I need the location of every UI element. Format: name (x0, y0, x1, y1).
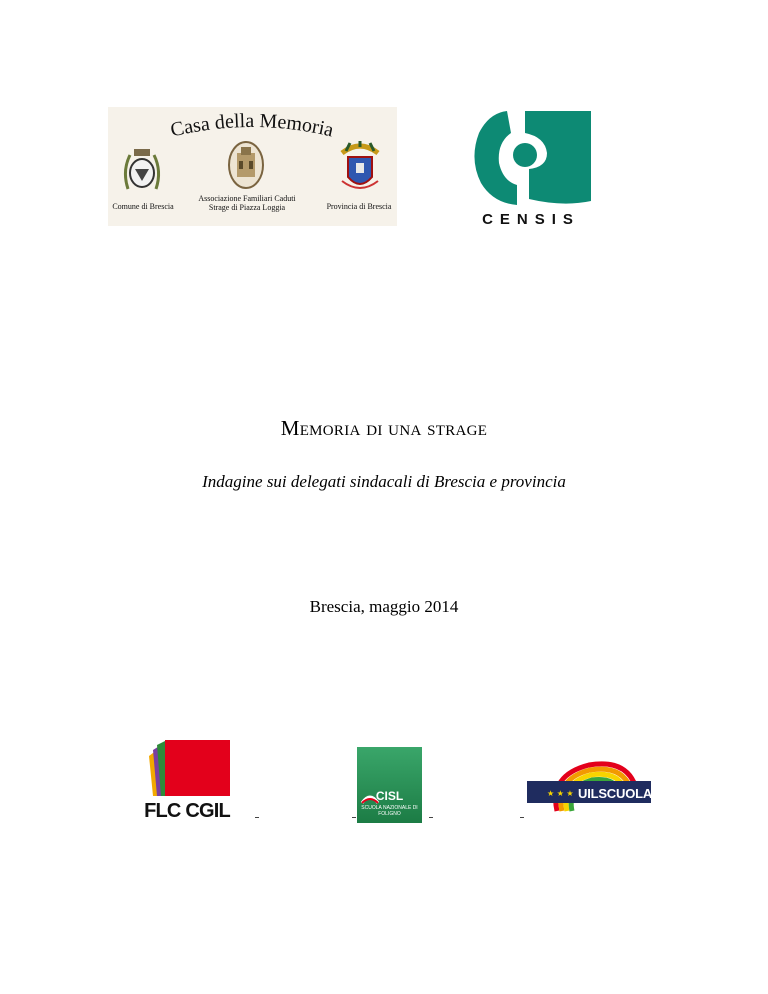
divider-mark (520, 817, 524, 818)
flc-cgil-logo (137, 738, 237, 828)
censis-mark-icon (467, 103, 595, 209)
casa-della-memoria-logo (108, 107, 397, 226)
flc-wordmark: FLC CGIL (144, 800, 230, 822)
cisl-tagline: SCUOLA NAZIONALE DI FOLIGNO (361, 805, 418, 817)
censis-wordmark: CENSIS (482, 211, 580, 228)
provincia-emblem-icon (336, 141, 384, 197)
association-label: Associazione Familiari Caduti Strage di Piazza Loggia (198, 194, 296, 212)
cisl-logo (357, 747, 422, 823)
svg-text:★ ★ ★: ★ ★ ★ (547, 789, 574, 798)
divider-mark (255, 817, 259, 818)
association-emblem-icon (226, 139, 266, 191)
comune-label: Comune di Brescia (112, 202, 174, 211)
comune-emblem-icon (120, 145, 164, 197)
censis-logo (467, 103, 595, 229)
place-date: Brescia, maggio 2014 (309, 597, 459, 616)
provincia-label: Provincia di Brescia (326, 202, 392, 211)
uil-scuola-logo (527, 755, 652, 823)
uil-wordmark: UILSCUOLA (578, 786, 653, 801)
casa-heading: Casa della Memoria (168, 109, 336, 142)
document-subtitle: Indagine sui delegati sindacali di Brescia e provincia (202, 472, 566, 491)
cisl-wordmark: CISL (375, 789, 404, 803)
divider-mark (352, 817, 356, 818)
divider-mark (429, 817, 433, 818)
document-title: Memoria di una strage (280, 416, 488, 440)
flc-flag-icon (137, 738, 237, 800)
svg-text:Casa della Memoria (168, 110, 335, 142)
